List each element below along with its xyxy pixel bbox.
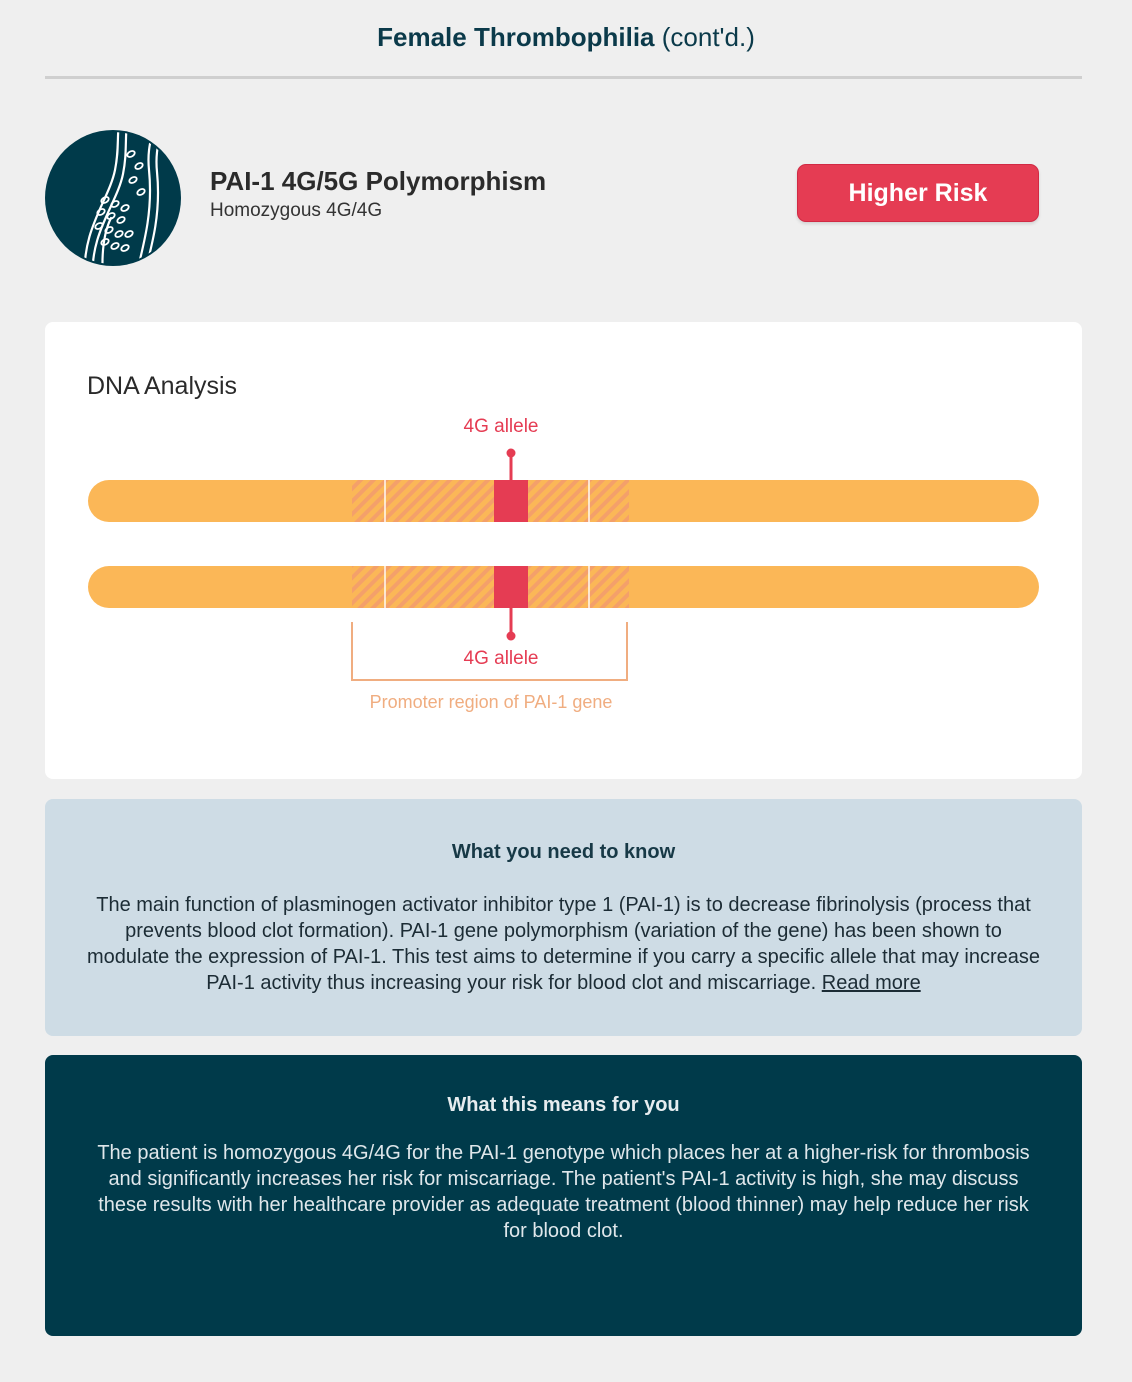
- chromosome-top: [88, 449, 1039, 523]
- means-for-you-body: The patient is homozygous 4G/4G for the PAI-1 genotype which places her at a higher-risk for thrombosis and significantly increases her risk for miscarriage. The patient's PAI-1 activity is high, she may discuss these results with her healthcare provider as adequate treatment (blood thinner) may help reduce her risk for blood clot.: [97, 1142, 1030, 1242]
- read-more-link[interactable]: Read more: [821, 972, 921, 994]
- allele-label-bottom: 4G allele: [463, 648, 539, 669]
- dna-analysis-title: DNA Analysis: [87, 372, 238, 400]
- need-to-know-text: The main function of plasminogen activator inhibitor type 1 (PAI-1) is to decrease fibrinolysis (process that prevents blood clot formation). PAI-1 gene polymorphism (variation of the gene) has been shown to modulate the expression of PAI-1. This test aims to determine if you carry a specific allele that may increase PAI-1 activity thus increasing your risk for blood clot and miscarriage.: [86, 894, 1041, 994]
- allele-marker-top: [494, 480, 528, 522]
- allele-marker-bottom: [494, 566, 528, 608]
- page-title-main: Female Thrombophilia: [377, 22, 655, 52]
- dna-diagram: [45, 322, 1082, 779]
- need-to-know-body: [85, 892, 1042, 996]
- need-to-know-card: [45, 799, 1082, 1036]
- test-genotype: Homozygous 4G/4G: [210, 200, 383, 221]
- blood-vessel-icon: [45, 130, 181, 266]
- means-for-you-heading: What this means for you: [447, 1094, 680, 1116]
- page-title: [0, 22, 1132, 53]
- risk-badge: Higher Risk: [797, 164, 1039, 222]
- test-name: PAI-1 4G/5G Polymorphism: [210, 166, 547, 196]
- promoter-region-label: Promoter region of PAI-1 gene: [369, 692, 613, 712]
- allele-label-top: 4G allele: [463, 416, 539, 437]
- chromosome-bottom: [88, 566, 1039, 641]
- page-title-suffix: (cont'd.): [654, 22, 755, 52]
- header-divider: [45, 76, 1082, 79]
- dna-analysis-card: [45, 322, 1082, 779]
- means-for-you-card: [45, 1055, 1082, 1336]
- need-to-know-heading: What you need to know: [451, 841, 676, 863]
